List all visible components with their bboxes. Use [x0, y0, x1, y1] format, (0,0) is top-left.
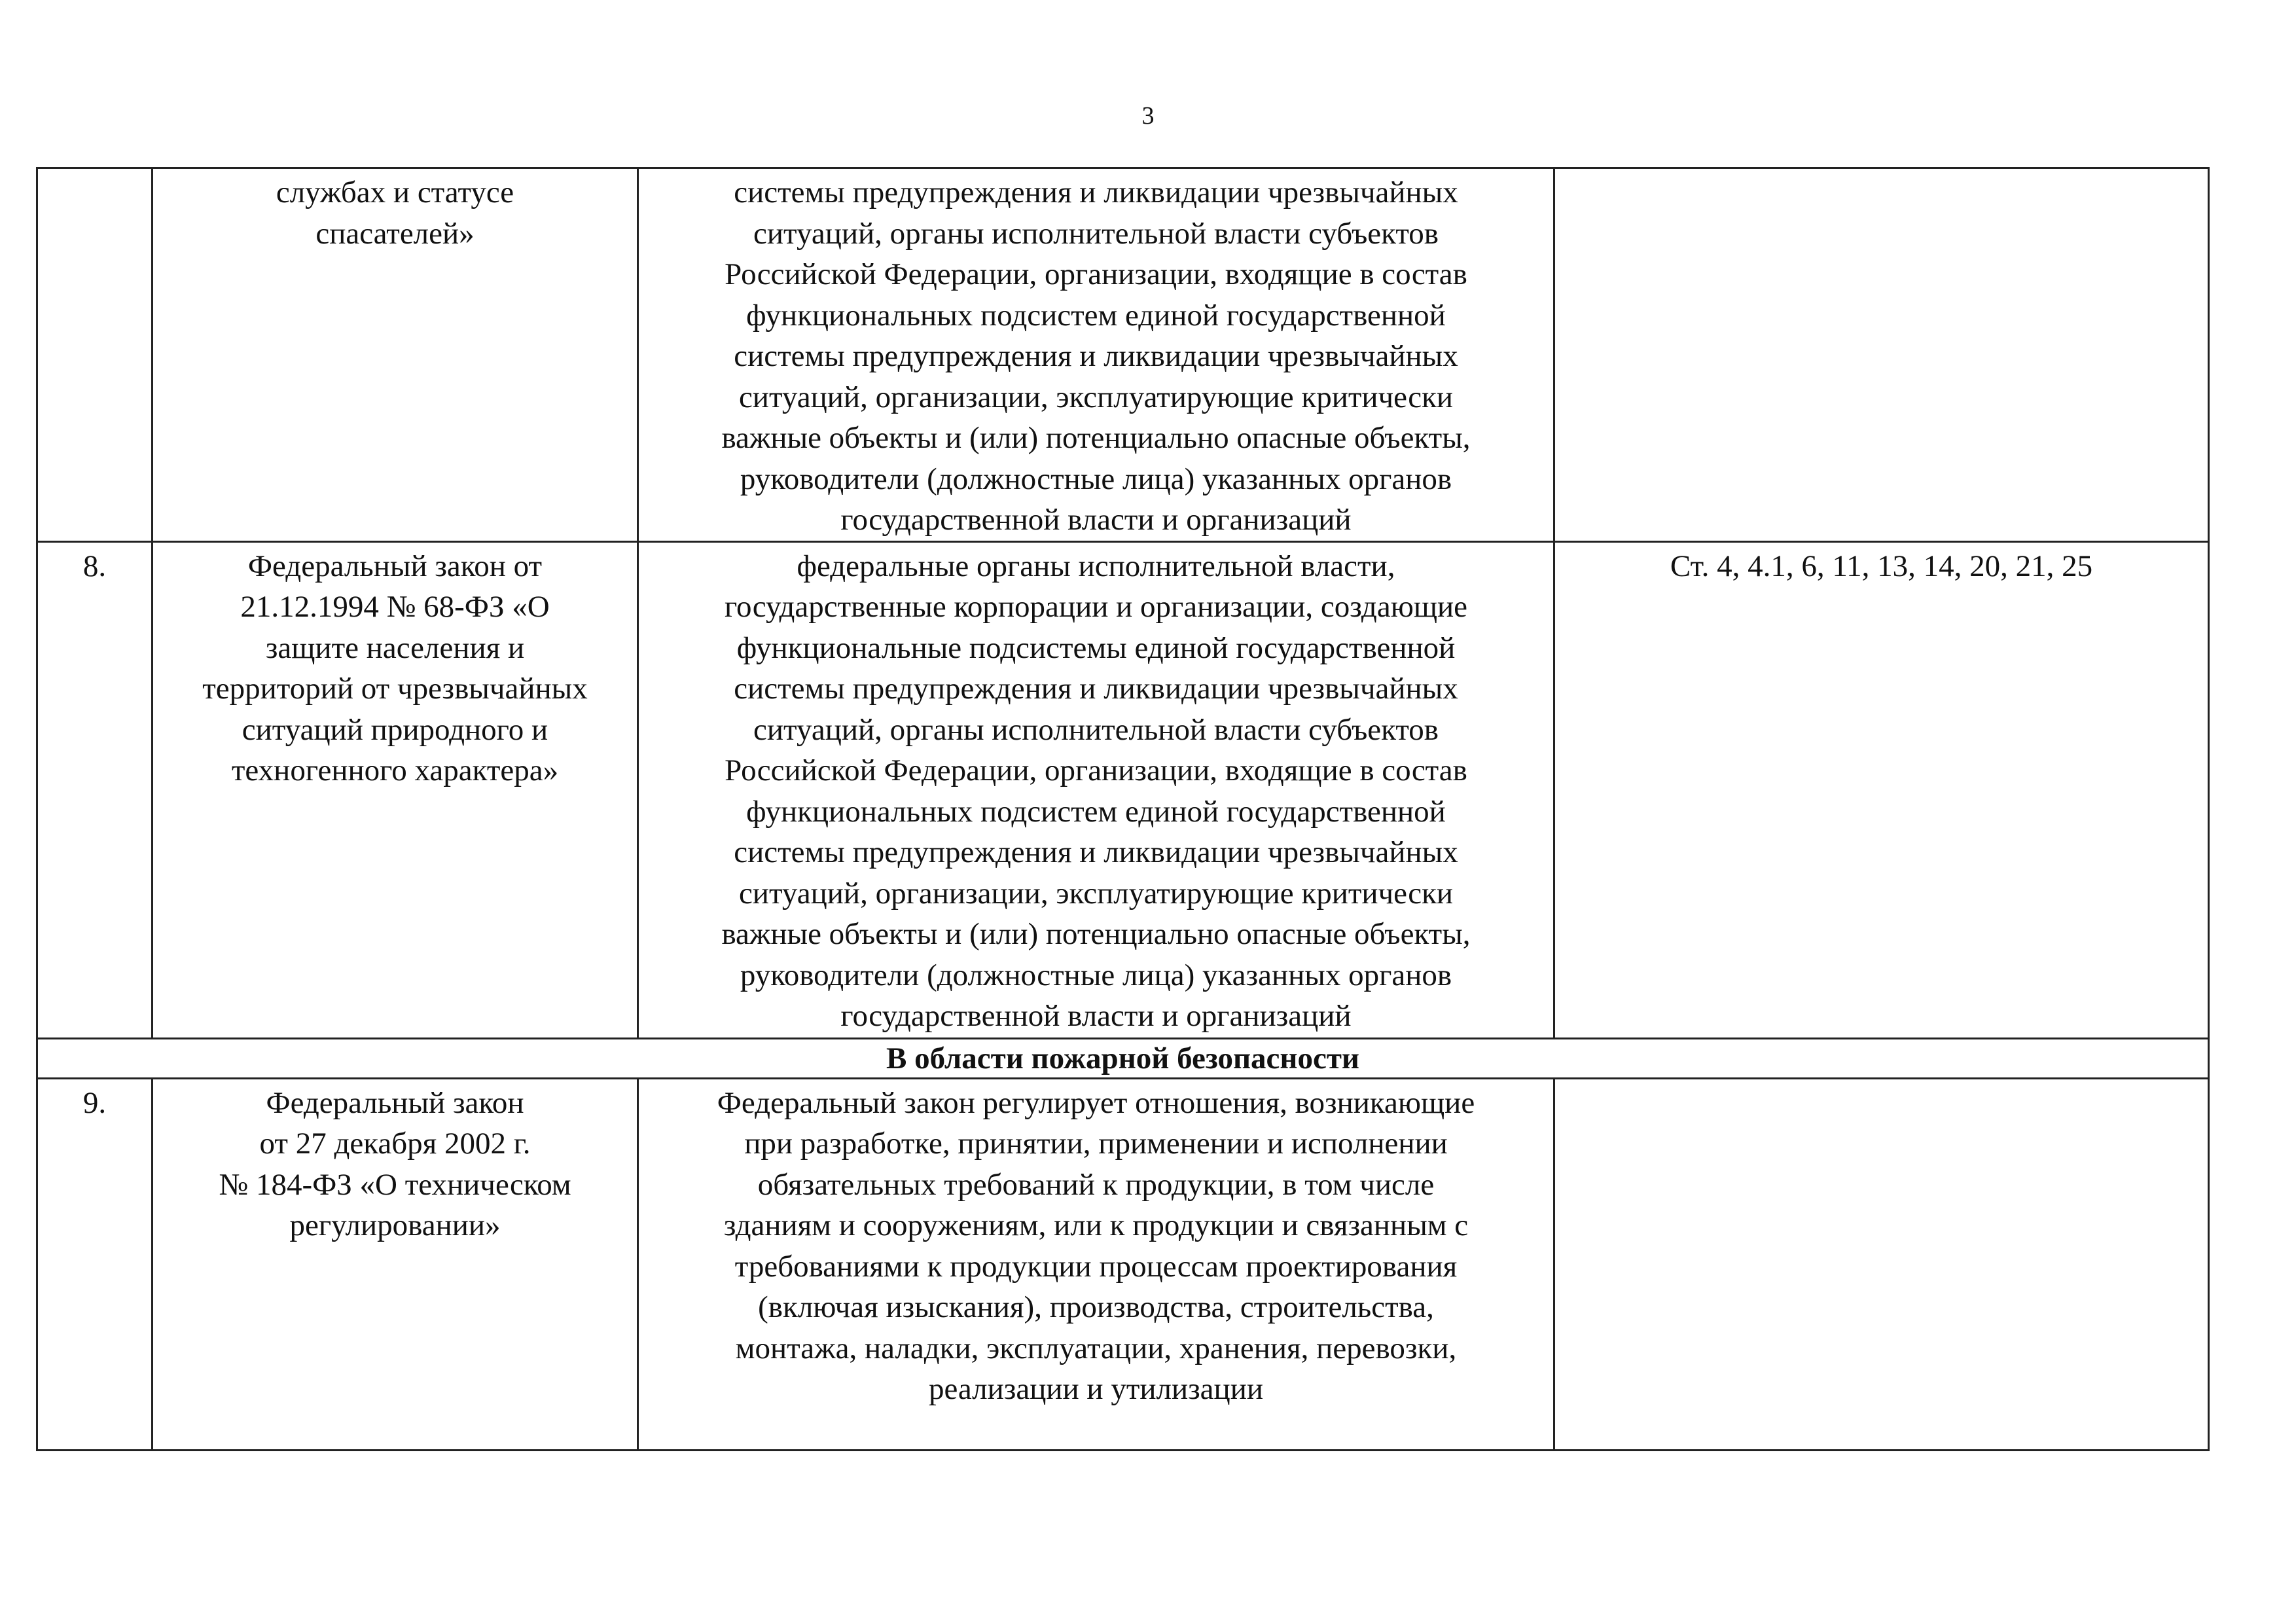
- articles-cell: [1554, 1078, 2209, 1450]
- subjects-line: государственной власти и организаций: [840, 503, 1352, 537]
- subjects-cell: [638, 168, 1554, 542]
- subjects-line: ситуаций, органы исполнительной власти субъектов: [753, 712, 1439, 747]
- subjects-line: ситуаций, органы исполнительной власти субъектов: [753, 216, 1439, 251]
- subjects-line: функциональных подсистем единой государственной: [746, 794, 1446, 829]
- subjects-line: функциональные подсистемы единой государственной: [736, 630, 1456, 665]
- subjects-line: Российской Федерации, организации, входящие в состав: [725, 753, 1467, 787]
- row-number-cell: [37, 168, 152, 542]
- subjects-line: при разработке, принятии, применении и исполнении: [744, 1127, 1448, 1161]
- subjects-line: требованиями к продукции процессам проектирования: [734, 1249, 1458, 1284]
- articles-cell: [1554, 168, 2209, 542]
- table-row: [37, 541, 2209, 1038]
- law-name-line: от 27 декабря 2002 г.: [259, 1127, 531, 1161]
- subjects-line: важные объекты и (или) потенциально опасные объекты,: [721, 917, 1471, 951]
- subjects-line: ситуаций, организации, эксплуатирующие критически: [738, 380, 1454, 414]
- law-name-line: 21.12.1994 № 68-ФЗ «О: [240, 590, 550, 624]
- subjects-line: федеральные органы исполнительной власти,: [797, 549, 1395, 583]
- law-name-line: Федеральный закон: [266, 1085, 524, 1120]
- articles-cell: Ст. 4, 4.1, 6, 11, 13, 14, 20, 21, 25: [1554, 541, 2209, 1038]
- law-name-line: техногенного характера»: [231, 753, 559, 787]
- subjects-line: системы предупреждения и ликвидации чрезвычайных: [734, 339, 1458, 373]
- law-name-line: спасателей»: [315, 216, 475, 251]
- subjects-line: реализации и утилизации: [928, 1372, 1264, 1406]
- legal-acts-table: [36, 167, 2210, 1451]
- law-name-line: № 184-ФЗ «О техническом: [219, 1167, 571, 1202]
- subjects-line: системы предупреждения и ликвидации чрезвычайных: [734, 835, 1458, 869]
- law-name-line: защите населения и: [265, 630, 525, 665]
- law-name-cell: [152, 541, 638, 1038]
- law-name-cell: [152, 168, 638, 542]
- table-row: [37, 1078, 2209, 1450]
- row-number-cell: 8.: [37, 541, 152, 1038]
- law-name-line: Федеральный закон от: [247, 549, 543, 583]
- law-name-line: территорий от чрезвычайных: [202, 672, 588, 706]
- law-name-line: службах и статусе: [276, 175, 514, 209]
- subjects-line: системы предупреждения и ликвидации чрезвычайных: [734, 672, 1458, 706]
- subjects-line: государственной власти и организаций: [840, 999, 1352, 1033]
- section-heading-row: [37, 1038, 2209, 1078]
- subjects-line: ситуаций, организации, эксплуатирующие критически: [738, 876, 1454, 911]
- subjects-cell: [638, 1078, 1554, 1450]
- table-row: [37, 168, 2209, 542]
- subjects-line: важные объекты и (или) потенциально опасные объекты,: [721, 421, 1471, 455]
- law-name-line: регулировании»: [289, 1208, 501, 1242]
- section-heading: В области пожарной безопасности: [37, 1038, 2209, 1078]
- subjects-line: обязательных требований к продукции, в том числе: [757, 1167, 1435, 1202]
- subjects-cell: [638, 541, 1554, 1038]
- subjects-line: монтажа, наладки, эксплуатации, хранения, перевозки,: [735, 1331, 1457, 1365]
- subjects-line: государственные корпорации и организации, создающие: [724, 590, 1468, 624]
- row-number-cell: 9.: [37, 1078, 152, 1450]
- subjects-line: руководители (должностные лица) указанных органов: [740, 958, 1452, 992]
- subjects-line: (включая изыскания), производства, строительства,: [758, 1290, 1434, 1324]
- subjects-line: системы предупреждения и ликвидации чрезвычайных: [734, 175, 1458, 209]
- subjects-line: Федеральный закон регулирует отношения, возникающие: [717, 1085, 1475, 1120]
- page-number: 3: [1141, 102, 1155, 130]
- law-name-cell: [152, 1078, 638, 1450]
- subjects-line: зданиям и сооружениям, или к продукции и связанным с: [723, 1208, 1469, 1242]
- subjects-line: Российской Федерации, организации, входящие в состав: [725, 257, 1467, 291]
- subjects-line: функциональных подсистем единой государственной: [746, 298, 1446, 333]
- law-name-line: ситуаций природного и: [242, 712, 548, 747]
- subjects-line: руководители (должностные лица) указанных органов: [740, 461, 1452, 496]
